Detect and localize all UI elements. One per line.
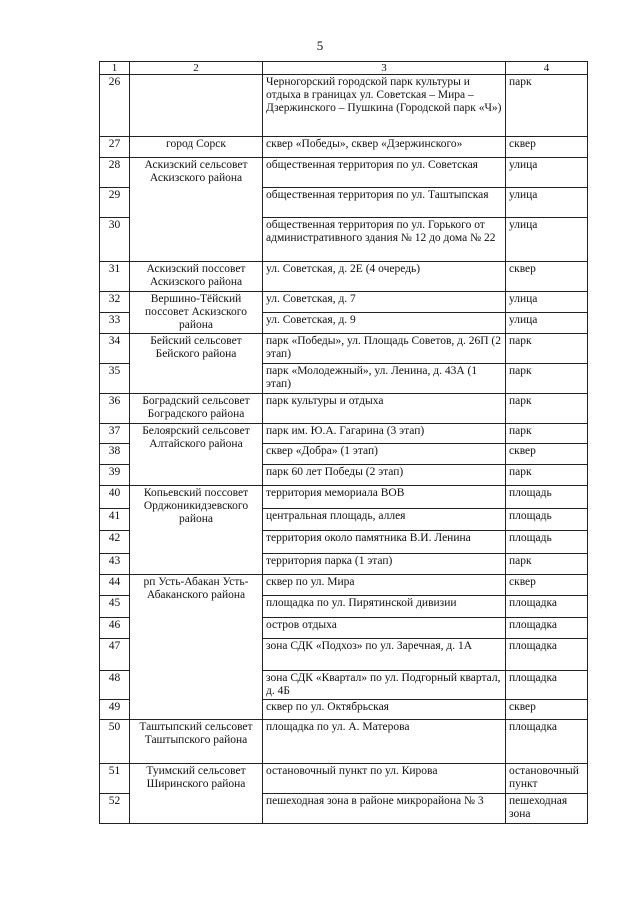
row-number: 42 bbox=[100, 531, 130, 554]
type-cell: парк bbox=[506, 334, 588, 364]
type-cell: площадка bbox=[506, 618, 588, 639]
row-number: 44 bbox=[100, 575, 130, 596]
row-number: 30 bbox=[100, 218, 130, 262]
table-row bbox=[100, 334, 588, 364]
row-number: 29 bbox=[100, 188, 130, 218]
column-header: 4 bbox=[506, 62, 588, 75]
type-cell: парк bbox=[506, 75, 588, 137]
row-number: 51 bbox=[100, 764, 130, 794]
row-number: 40 bbox=[100, 486, 130, 509]
municipality-cell: Аскизский поссовет Аскизского района bbox=[130, 262, 263, 292]
municipality-cell: Аскизский сельсовет Аскизского района bbox=[130, 158, 263, 262]
table-header-row bbox=[100, 62, 588, 75]
table-row bbox=[100, 764, 588, 794]
row-number: 46 bbox=[100, 618, 130, 639]
object-cell: сквер «Добра» (1 этап) bbox=[263, 444, 506, 465]
object-cell: зона СДК «Подхоз» по ул. Заречная, д. 1А bbox=[263, 639, 506, 671]
type-cell: парк bbox=[506, 465, 588, 486]
object-cell: пешеходная зона в районе микрорайона № 3 bbox=[263, 794, 506, 824]
row-number: 26 bbox=[100, 75, 130, 137]
row-number: 37 bbox=[100, 424, 130, 444]
type-cell: площадь bbox=[506, 486, 588, 509]
row-number: 31 bbox=[100, 262, 130, 292]
row-number: 47 bbox=[100, 639, 130, 671]
object-cell: парк культуры и отдыха bbox=[263, 394, 506, 424]
object-cell: остановочный пункт по ул. Кирова bbox=[263, 764, 506, 794]
table-row bbox=[100, 486, 588, 509]
type-cell: площадь bbox=[506, 531, 588, 554]
municipality-cell: Таштыпский сельсовет Таштыпского района bbox=[130, 720, 263, 764]
column-header: 1 bbox=[100, 62, 130, 75]
row-number: 43 bbox=[100, 554, 130, 575]
table-row bbox=[100, 292, 588, 313]
type-cell: сквер bbox=[506, 262, 588, 292]
municipality-cell: город Сорск bbox=[130, 137, 263, 158]
municipality-cell: Вершино-Тёйский поссовет Аскизского района bbox=[130, 292, 263, 334]
municipality-cell: рп Усть-Абакан Усть-Абаканского района bbox=[130, 575, 263, 720]
row-number: 41 bbox=[100, 509, 130, 531]
object-cell: Черногорский городской парк культуры и отдыха в границах ул. Советская – Мира – Дзержинского – Пушкина (Городской парк «Ч») bbox=[263, 75, 506, 137]
object-cell: площадка по ул. А. Матерова bbox=[263, 720, 506, 764]
type-cell: улица bbox=[506, 188, 588, 218]
type-cell: парк bbox=[506, 364, 588, 394]
object-cell: общественная территория по ул. Таштыпская bbox=[263, 188, 506, 218]
row-number: 38 bbox=[100, 444, 130, 465]
page-number: 5 bbox=[316, 38, 324, 53]
row-number: 50 bbox=[100, 720, 130, 764]
row-number: 39 bbox=[100, 465, 130, 486]
object-cell: общественная территория по ул. Горького от административного здания № 12 до дома № 22 bbox=[263, 218, 506, 262]
object-cell: сквер «Победы», сквер «Дзержинского» bbox=[263, 137, 506, 158]
municipality-cell: Боградский сельсовет Боградского района bbox=[130, 394, 263, 424]
type-cell: площадка bbox=[506, 720, 588, 764]
row-number: 52 bbox=[100, 794, 130, 824]
row-number: 35 bbox=[100, 364, 130, 394]
row-number: 32 bbox=[100, 292, 130, 313]
row-number: 27 bbox=[100, 137, 130, 158]
type-cell: площадка bbox=[506, 671, 588, 700]
object-cell: центральная площадь, аллея bbox=[263, 509, 506, 531]
type-cell: парк bbox=[506, 394, 588, 424]
object-cell: сквер по ул. Октябрьская bbox=[263, 700, 506, 720]
municipality-cell: Копьевский поссовет Орджоникидзевского района bbox=[130, 486, 263, 575]
municipality-cell: Белоярский сельсовет Алтайского района bbox=[130, 424, 263, 486]
object-cell: парк 60 лет Победы (2 этап) bbox=[263, 465, 506, 486]
object-cell: парк им. Ю.А. Гагарина (3 этап) bbox=[263, 424, 506, 444]
object-cell: территория около памятника В.И. Ленина bbox=[263, 531, 506, 554]
object-cell: общественная территория по ул. Советская bbox=[263, 158, 506, 188]
type-cell: пешеходная зона bbox=[506, 794, 588, 824]
row-number: 33 bbox=[100, 313, 130, 334]
object-cell: зона СДК «Квартал» по ул. Подгорный квартал, д. 4Б bbox=[263, 671, 506, 700]
table-row bbox=[100, 575, 588, 596]
object-cell: ул. Советская, д. 7 bbox=[263, 292, 506, 313]
table-row bbox=[100, 137, 588, 158]
municipality-cell: Туимский сельсовет Ширинского района bbox=[130, 764, 263, 824]
type-cell: сквер bbox=[506, 444, 588, 465]
table-row bbox=[100, 394, 588, 424]
column-header: 3 bbox=[263, 62, 506, 75]
type-cell: улица bbox=[506, 313, 588, 334]
type-cell: парк bbox=[506, 554, 588, 575]
type-cell: площадка bbox=[506, 596, 588, 618]
type-cell: сквер bbox=[506, 575, 588, 596]
row-number: 45 bbox=[100, 596, 130, 618]
table-row bbox=[100, 720, 588, 764]
type-cell: сквер bbox=[506, 137, 588, 158]
object-cell: парк «Победы», ул. Площадь Советов, д. 26П (2 этап) bbox=[263, 334, 506, 364]
type-cell: сквер bbox=[506, 700, 588, 720]
object-cell: территория мемориала ВОВ bbox=[263, 486, 506, 509]
object-cell: парк «Молодежный», ул. Ленина, д. 43А (1 этап) bbox=[263, 364, 506, 394]
territories-table bbox=[99, 61, 588, 824]
row-number: 49 bbox=[100, 700, 130, 720]
municipality-cell: Бейский сельсовет Бейского района bbox=[130, 334, 263, 394]
type-cell: улица bbox=[506, 292, 588, 313]
type-cell: остановочный пункт bbox=[506, 764, 588, 794]
table-row bbox=[100, 424, 588, 444]
municipality-cell bbox=[130, 75, 263, 137]
object-cell: сквер по ул. Мира bbox=[263, 575, 506, 596]
object-cell: площадка по ул. Пирятинской дивизии bbox=[263, 596, 506, 618]
type-cell: улица bbox=[506, 218, 588, 262]
type-cell: площадка bbox=[506, 639, 588, 671]
object-cell: ул. Советская, д. 2Е (4 очередь) bbox=[263, 262, 506, 292]
row-number: 48 bbox=[100, 671, 130, 700]
object-cell: ул. Советская, д. 9 bbox=[263, 313, 506, 334]
row-number: 36 bbox=[100, 394, 130, 424]
table-row bbox=[100, 262, 588, 292]
row-number: 28 bbox=[100, 158, 130, 188]
column-header: 2 bbox=[130, 62, 263, 75]
object-cell: остров отдыха bbox=[263, 618, 506, 639]
object-cell: территория парка (1 этап) bbox=[263, 554, 506, 575]
type-cell: площадь bbox=[506, 509, 588, 531]
type-cell: парк bbox=[506, 424, 588, 444]
table-row bbox=[100, 158, 588, 188]
table-row bbox=[100, 75, 588, 137]
type-cell: улица bbox=[506, 158, 588, 188]
row-number: 34 bbox=[100, 334, 130, 364]
